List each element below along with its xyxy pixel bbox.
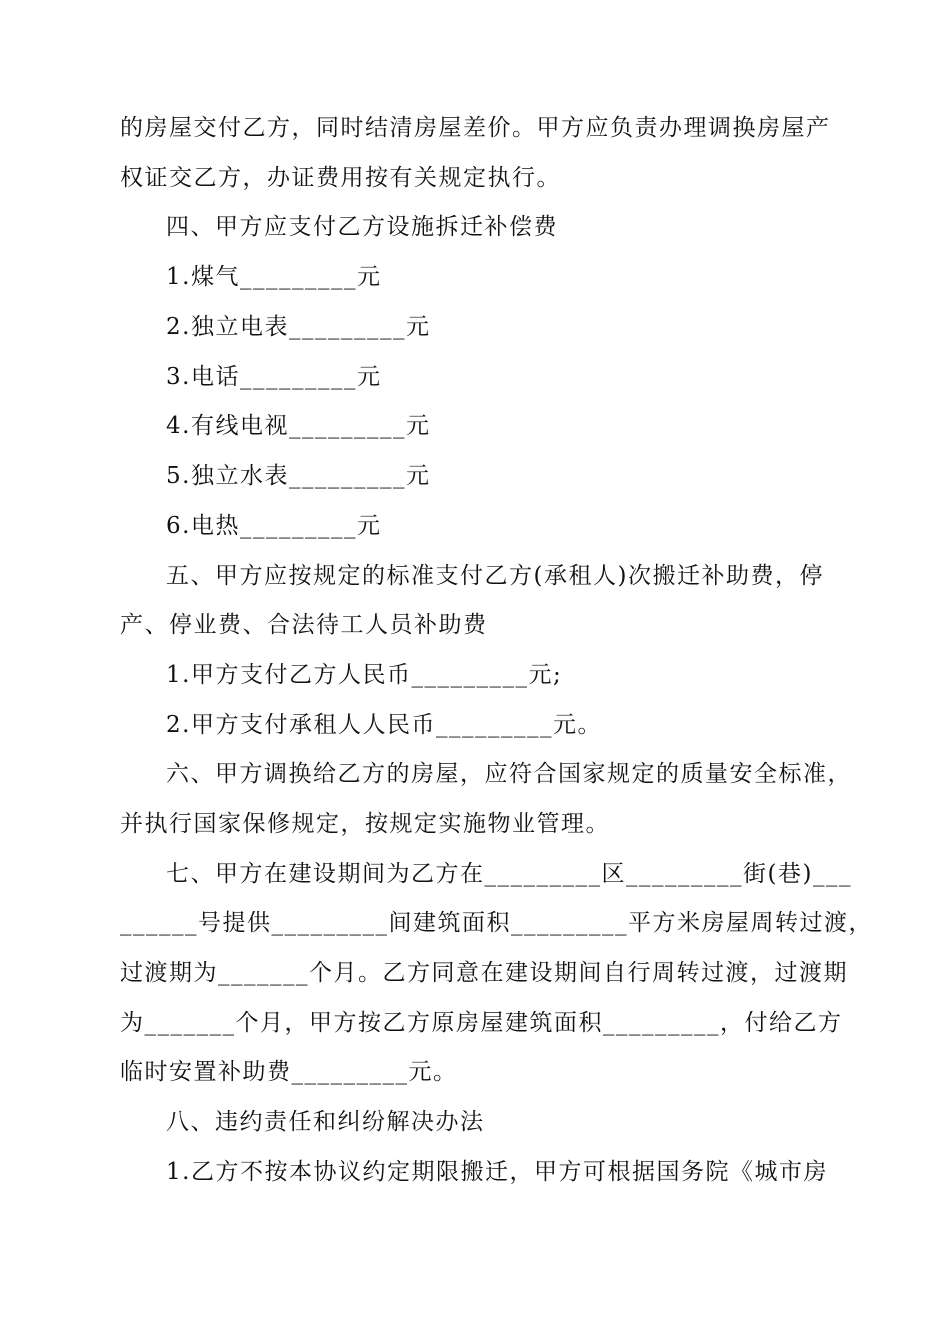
- section-heading-8: 八、违约责任和纠纷解决办法: [166, 1109, 485, 1135]
- list-item-gas: 1.煤气_________元: [166, 264, 382, 290]
- paragraph-line: ______号提供_________间建筑面积_________平方米房屋周转过渡，: [120, 910, 873, 936]
- section-heading-6: 六、甲方调换给乙方的房屋，应符合国家规定的质量安全标准，: [166, 761, 852, 787]
- list-item-electric-heating: 6.电热_________元: [166, 513, 382, 539]
- paragraph-line: 并执行国家保修规定，按规定实施物业管理。: [120, 811, 610, 837]
- paragraph-line: 的房屋交付乙方，同时结清房屋差价。甲方应负责办理调换房屋产: [120, 115, 831, 141]
- paragraph-line: 过渡期为_______个月。乙方同意在建设期间自行周转过渡，过渡期: [120, 960, 848, 986]
- list-item-telephone: 3.电话_________元: [166, 364, 382, 390]
- list-item-breach: 1.乙方不按本协议约定期限搬迁，甲方可根据国务院《城市房: [166, 1159, 828, 1185]
- paragraph-line: 临时安置补助费_________元。: [120, 1059, 458, 1085]
- paragraph-line: 权证交乙方，办证费用按有关规定执行。: [120, 165, 561, 191]
- section-heading-7: 七、甲方在建设期间为乙方在_________区_________街(巷)___: [166, 861, 852, 887]
- list-item-payment-tenant: 2.甲方支付承租人人民币_________元。: [166, 712, 602, 738]
- section-heading-5: 五、甲方应按规定的标准支付乙方(承租人)次搬迁补助费，停: [166, 563, 824, 589]
- list-item-cable-tv: 4.有线电视_________元: [166, 413, 431, 439]
- section-heading-4: 四、甲方应支付乙方设施拆迁补偿费: [166, 214, 558, 240]
- paragraph-line: 为_______个月，甲方按乙方原房屋建筑面积_________，付给乙方: [120, 1010, 843, 1036]
- paragraph-line: 产、停业费、合法待工人员补助费: [120, 612, 488, 638]
- list-item-water-meter: 5.独立水表_________元: [166, 463, 431, 489]
- list-item-electric-meter: 2.独立电表_________元: [166, 314, 431, 340]
- list-item-payment-party-b: 1.甲方支付乙方人民币_________元;: [166, 662, 563, 688]
